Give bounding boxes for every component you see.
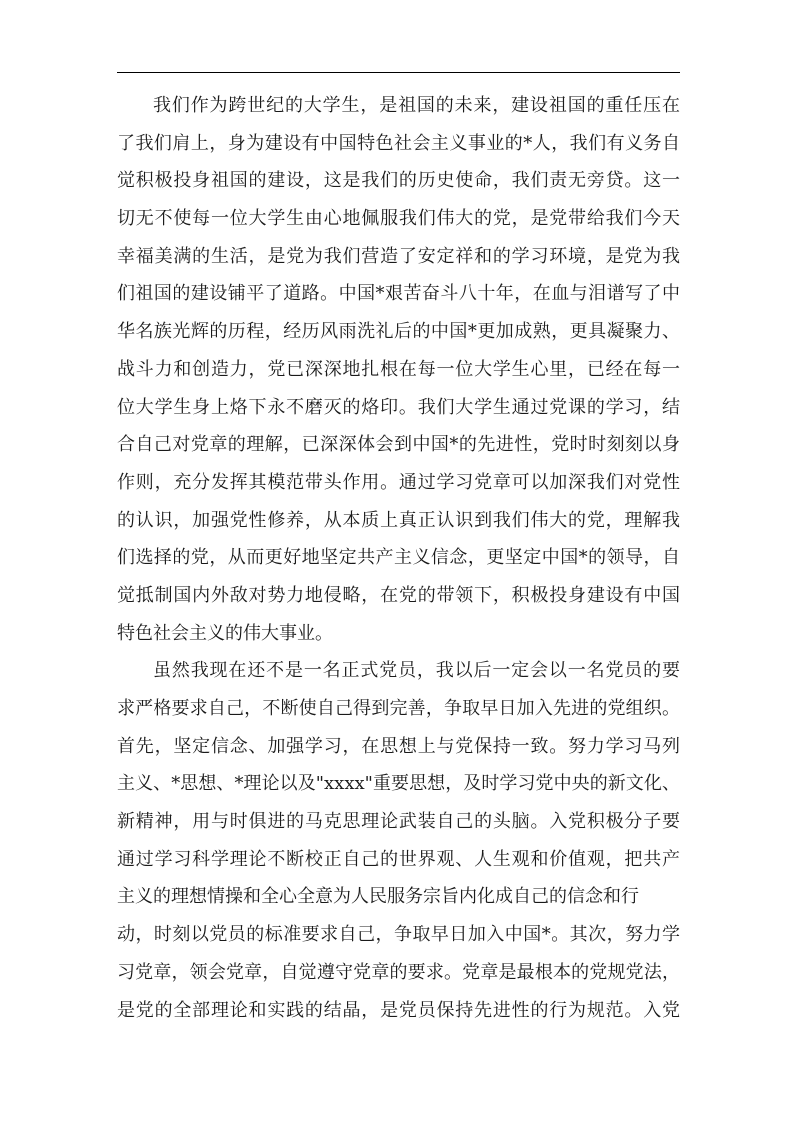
paragraph-1-line: 幸福美满的生活，是党为我们营造了安定祥和的学习环境，是党为我 [117, 245, 680, 267]
paragraph-2-line: 求严格要求自己，不断使自己得到完善，争取早日加入先进的党组织。 [117, 698, 680, 719]
paragraph-2-line: 动，时刻以党员的标准要求自己，争取早日加入中国*。其次，努力学 [117, 924, 680, 946]
paragraph-1-line: 位大学生身上烙下永不磨灭的烙印。我们大学生通过党课的学习，结 [117, 396, 680, 418]
paragraph-2-line: 是党的全部理论和实践的结晶，是党员保持先进性的行为规范。入党 [117, 999, 680, 1021]
paragraph-1-line: 们选择的党，从而更好地坚定共产主义信念，更坚定中国*的领导，自 [117, 547, 680, 569]
paragraph-1-line: 们祖国的建设铺平了道路。中国*艰苦奋斗八十年，在血与泪谱写了中 [117, 283, 680, 305]
paragraph-2-line: 新精神，用与时俱进的马克思理论武装自己的头脑。入党积极分子要 [117, 811, 680, 833]
body-text [117, 87, 680, 1029]
paragraph-1-line: 战斗力和创造力，党已深深地扎根在每一位大学生心里，已经在每一 [117, 358, 680, 380]
paragraph-2-line: 主义、*思想、*理论以及"xxxx"重要思想，及时学习党中央的新文化、 [117, 773, 680, 795]
paragraph-1-line: 觉积极投身祖国的建设，这是我们的历史使命，我们责无旁贷。这一 [117, 170, 680, 192]
paragraph-1-line: 的认识，加强党性修养，从本质上真正认识到我们伟大的党，理解我 [117, 509, 680, 531]
paragraph-1-line: 华名族光辉的历程，经历风雨洗礼后的中国*更加成熟，更具凝聚力、 [117, 321, 680, 343]
paragraph-1-line: 我们作为跨世纪的大学生，是祖国的未来，建设祖国的重任压在 [153, 95, 680, 116]
paragraph-1-line: 了我们肩上，身为建设有中国特色社会主义事业的*人，我们有义务自 [117, 132, 680, 154]
paragraph-2-line: 通过学习科学理论不断校正自己的世界观、人生观和价值观，把共产 [117, 848, 680, 870]
paragraph-1-line: 特色社会主义的伟大事业。 [117, 622, 333, 644]
paragraph-1-line: 切无不使每一位大学生由心地佩服我们伟大的党，是党带给我们今天 [117, 208, 680, 230]
paragraph-2-line: 首先，坚定信念、加强学习，在思想上与党保持一致。努力学习马列 [117, 735, 680, 757]
header-rule [117, 72, 680, 73]
paragraph-1-line: 合自己对党章的理解，已深深体会到中国*的先进性，党时时刻刻以身 [117, 434, 680, 456]
paragraph-1-line: 作则，充分发挥其模范带头作用。通过学习党章可以加深我们对党性 [117, 471, 680, 493]
paragraph-2-line: 主义的理想情操和全心全意为人民服务宗旨内化成自己的信念和行 [117, 886, 639, 908]
paragraph-2-line: 习党章，领会党章，自觉遵守党章的要求。党章是最根本的党规党法， [117, 961, 680, 983]
paragraph-1-line: 觉抵制国内外敌对势力地侵略，在党的带领下，积极投身建设有中国 [117, 584, 680, 606]
paragraph-2-line: 虽然我现在还不是一名正式党员，我以后一定会以一名党员的要 [153, 660, 680, 682]
